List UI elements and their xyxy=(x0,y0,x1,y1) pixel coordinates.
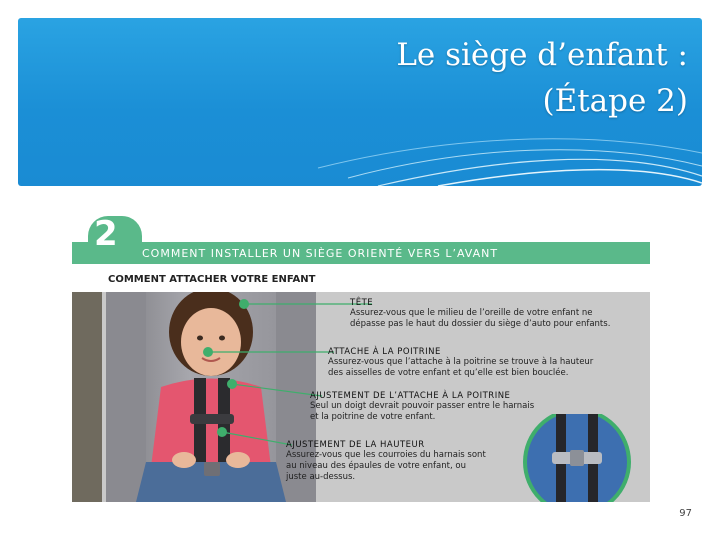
step-number: 2 xyxy=(94,214,118,254)
callout-head xyxy=(350,298,610,330)
callout-chest-fit-line1: Seul un doigt devrait pouvoir passer entre le harnais xyxy=(310,401,535,411)
callout-chest-clip xyxy=(328,347,593,379)
callout-chest-fit xyxy=(310,391,534,423)
car-seat-figure xyxy=(60,196,654,502)
slide-title-line2: (Étape 2) xyxy=(542,83,688,119)
callout-chest-fit-title: AJUSTEMENT DE L’ATTACHE À LA POITRINE xyxy=(310,391,511,401)
callout-head-line2: dépasse pas le haut du dossier du siège d’auto pour enfants. xyxy=(350,319,611,329)
photo-panel xyxy=(72,292,650,502)
slide-title xyxy=(396,32,688,124)
slide-header xyxy=(18,18,702,186)
page-number: 97 xyxy=(679,508,692,519)
section-title: COMMENT ATTACHER VOTRE ENFANT xyxy=(108,274,316,285)
callout-height-line2: au niveau des épaules de votre enfant, ou xyxy=(286,461,466,471)
callout-chest-clip-line1: Assurez-vous que l’attache à la poitrine se trouve à la hauteur xyxy=(328,357,594,367)
slide-title-line1: Le siège d’enfant : xyxy=(396,37,688,73)
callout-chest-clip-line2: des aisselles de votre enfant et qu’elle est bien bouclée. xyxy=(328,368,569,378)
callout-height-line1: Assurez-vous que les courroies du harnais sont xyxy=(286,450,486,460)
callout-height xyxy=(286,440,486,483)
callout-chest-fit-line2: et la poitrine de votre enfant. xyxy=(310,412,436,422)
callout-head-line1: Assurez-vous que le milieu de l’oreille de votre enfant ne xyxy=(350,308,593,318)
harness-detail-inset xyxy=(522,414,632,502)
callout-height-line3: juste au-dessus. xyxy=(286,472,356,482)
callout-head-title: TÊTE xyxy=(350,298,374,308)
callout-height-title: AJUSTEMENT DE LA HAUTEUR xyxy=(286,440,425,450)
step-title: COMMENT INSTALLER UN SIÈGE ORIENTÉ VERS L’AVANT xyxy=(142,247,499,260)
callout-chest-clip-title: ATTACHE À LA POITRINE xyxy=(328,347,441,357)
